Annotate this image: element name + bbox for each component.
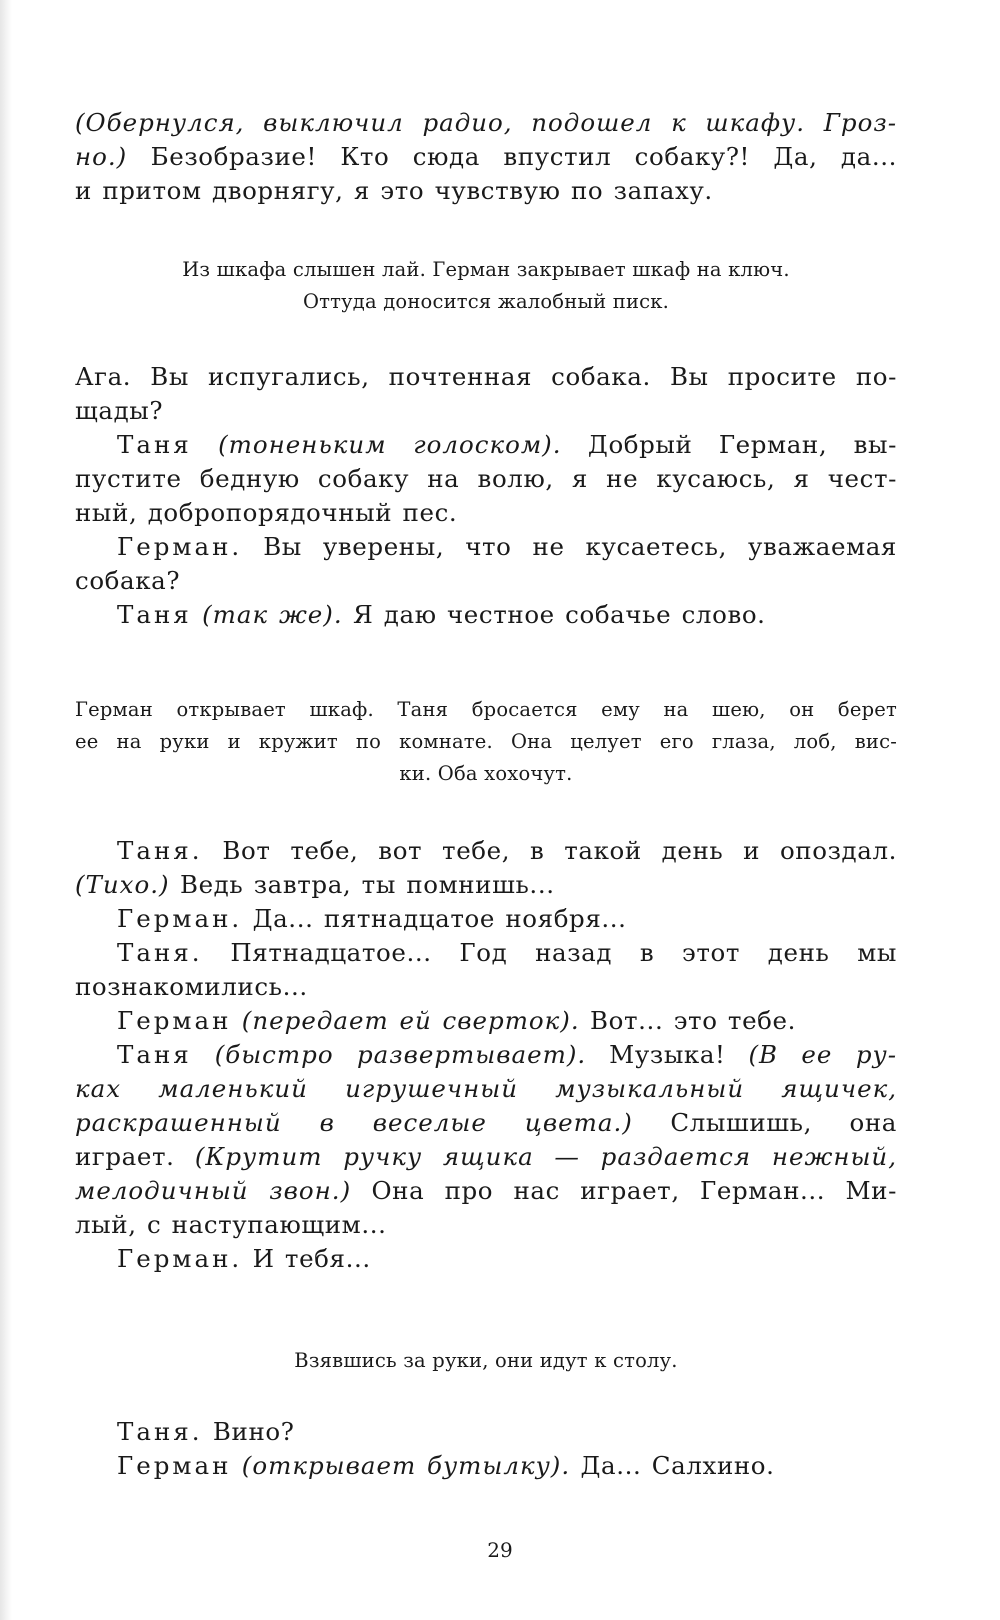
speech-text: Я даю честное собачье слово. — [342, 600, 766, 629]
dialogue-block-4 — [75, 1415, 897, 1483]
speaker-name: Таня — [117, 600, 192, 629]
text-line — [75, 1038, 897, 1072]
text-line — [75, 428, 897, 462]
text-line — [75, 530, 897, 564]
stage-direction-1 — [75, 254, 897, 318]
text-line — [75, 902, 897, 936]
text-line — [75, 140, 897, 174]
dialogue-block-2 — [75, 360, 897, 632]
speaker-name: Таня. — [117, 938, 203, 967]
text-line — [75, 936, 897, 970]
text-line: познакомились... — [75, 972, 308, 1001]
stage-direction-2 — [75, 694, 897, 790]
stage-remark: (Тихо.) — [75, 870, 170, 899]
dialogue-block-3 — [75, 834, 897, 1276]
speech-text: и притом дворнягу, я это чувствую по запаху. — [75, 176, 713, 205]
text-line — [75, 1415, 897, 1449]
speaker-name: Герман — [117, 1006, 232, 1035]
text-line — [75, 1140, 897, 1174]
stage-line: Герман открывает шкаф. Таня бросается ему на шею, он берет — [75, 698, 897, 721]
text-line — [75, 834, 897, 868]
stage-remark: (передает ей сверток). — [241, 1006, 580, 1035]
speaker-name: Герман — [117, 1451, 232, 1480]
text-line — [75, 1106, 897, 1140]
speaker-name: Таня — [117, 1040, 192, 1069]
dialogue-block-1 — [75, 106, 897, 208]
stage-remark: ках маленький игрушечный музыкальный ящичек, — [75, 1074, 897, 1103]
speech-text: играет. — [75, 1142, 195, 1171]
page-edge-shadow — [0, 0, 12, 1620]
text-line: пустите бедную собаку на волю, я не кусаюсь, я чест- — [75, 464, 897, 493]
stage-line: Взявшись за руки, они идут к столу. — [294, 1349, 678, 1372]
speaker-name: Таня. — [117, 1417, 203, 1446]
stage-line: Из шкафа слышен лай. Герман закрывает шкаф на ключ. — [182, 258, 790, 281]
stage-remark: (Крутит ручку ящика — раздается нежный, — [194, 1142, 897, 1171]
text-line: собака? — [75, 566, 181, 595]
speech-text: Вот тебе, вот тебе, в такой день и опоздал. — [202, 836, 897, 865]
stage-remark: раскрашенный в веселые цвета.) — [75, 1108, 633, 1137]
page-number: 29 — [487, 1538, 513, 1562]
text-line: щады? — [75, 396, 164, 425]
text-line — [75, 1449, 897, 1483]
stage-remark: (быстро развертывает). — [214, 1040, 587, 1069]
speech-text: Она про нас играет, Герман... Ми- — [351, 1176, 897, 1205]
text-line — [75, 598, 897, 632]
speech-text: Да... пятнадцатое ноября... — [242, 904, 627, 933]
speech-text: Безобразие! Кто сюда впустил собаку?! Да, да... — [127, 142, 897, 171]
speech-text: Да... Салхино. — [570, 1451, 775, 1480]
speaker-name: Таня — [117, 430, 192, 459]
speaker-name: Таня. — [117, 836, 203, 865]
text-line: ный, добропорядочный пес. — [75, 498, 458, 527]
text-line — [75, 174, 897, 208]
stage-line: ее на руки и кружит по комнате. Она целует его глаза, лоб, вис- — [75, 730, 897, 753]
speech-text: Вино? — [202, 1417, 295, 1446]
speaker-name: Герман. — [117, 904, 243, 933]
speech-text: Добрый Герман, вы- — [561, 430, 897, 459]
stage-line: Оттуда доносится жалобный писк. — [302, 290, 670, 313]
stage-remark: (открывает бутылку). — [241, 1451, 571, 1480]
speech-text: Вы уверены, что не кусаетесь, уважаемая — [242, 532, 897, 561]
text-line: Ага. Вы испугались, почтенная собака. Вы просите по- — [75, 362, 897, 391]
speech-text: Ведь завтра, ты помнишь... — [169, 870, 555, 899]
text-line — [75, 1004, 897, 1038]
text-line — [75, 1242, 897, 1276]
stage-remark: но.) — [75, 142, 128, 171]
stage-remark: (так же). — [202, 600, 343, 629]
speaker-name: Герман. — [117, 1244, 243, 1273]
stage-remark: (В ее ру- — [748, 1040, 897, 1069]
text-line — [75, 1174, 897, 1208]
speech-text: Вот... это тебе. — [579, 1006, 797, 1035]
text-line — [75, 1072, 897, 1106]
speaker-name: Герман. — [117, 532, 243, 561]
speech-text: Музыка! — [586, 1040, 749, 1069]
speech-text: Слышишь, она — [632, 1108, 898, 1137]
speech-text: Пятнадцатое... Год назад в этот день мы — [202, 938, 897, 967]
speech-text: И тебя... — [242, 1244, 371, 1273]
stage-line: ки. Оба хохочут. — [399, 762, 573, 785]
stage-direction-3 — [75, 1345, 897, 1377]
text-line: лый, с наступающим... — [75, 1210, 387, 1239]
text-line — [75, 106, 897, 140]
stage-remark: (тоненьким голоском). — [218, 430, 562, 459]
text-line — [75, 868, 897, 902]
stage-remark: (Обернулся, выключил радио, подошел к шкафу. Гроз- — [75, 108, 897, 137]
stage-remark: мелодичный звон.) — [75, 1176, 352, 1205]
